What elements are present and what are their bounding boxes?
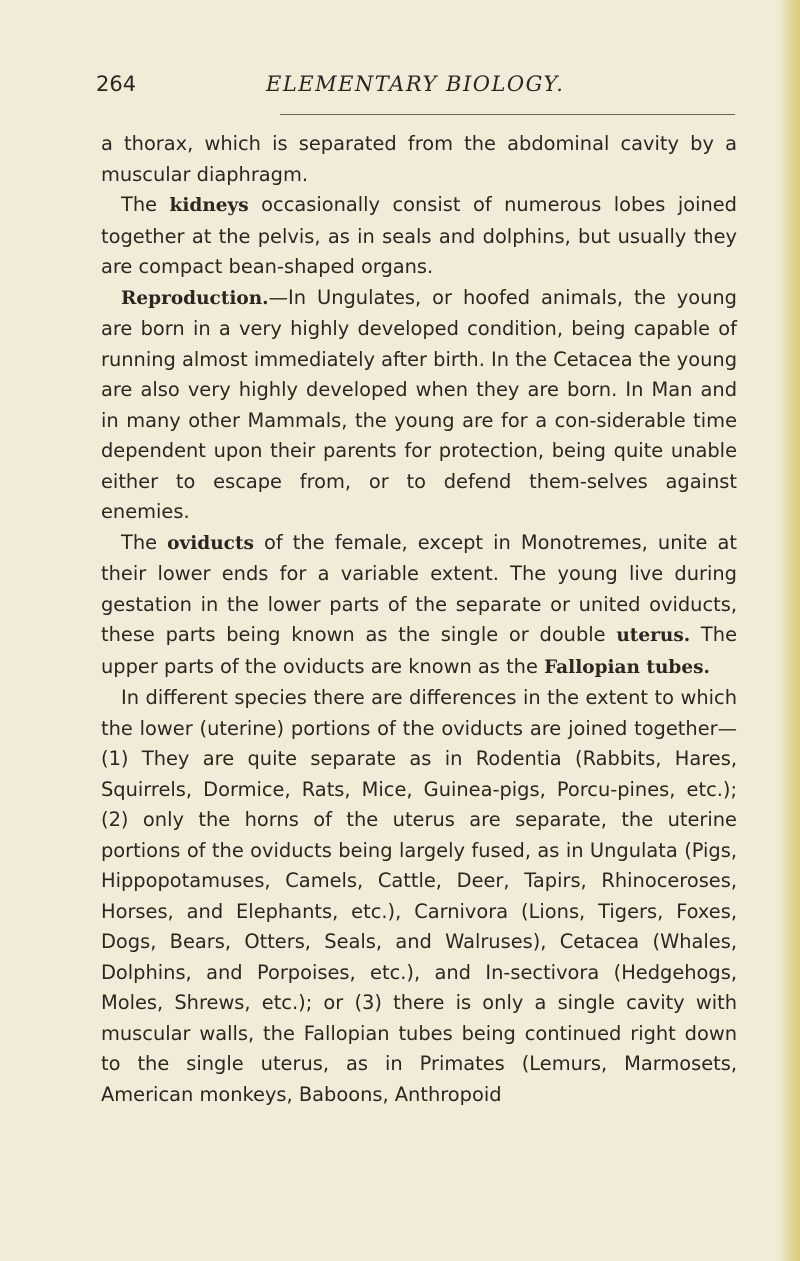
running-title: ELEMENTARY BIOLOGY. [266, 72, 565, 96]
term-oviducts: oviducts [167, 532, 254, 554]
paragraph-3 [101, 283, 737, 528]
paragraph-2 [101, 190, 737, 283]
paragraph-2-lead: The [121, 193, 170, 216]
paragraph-1-text: a thorax, which is separated from the abdominal cavity by a muscular diaphragm. [101, 132, 737, 186]
paragraph-4-lead: The [121, 530, 168, 554]
page-edge-shading [778, 0, 800, 1261]
header-rule [280, 114, 735, 115]
term-fallopian-tubes: Fallopian tubes. [544, 656, 710, 678]
paragraph-4-text-a: of the female, except in Monotremes, unite at their lower ends for a variable extent. The young live during gestation in the lower parts of the separate or united oviducts, these parts being known as the single or double [101, 530, 737, 646]
paragraph-4 [101, 528, 737, 684]
paragraph-3-text: —In Ungulates, or hoofed animals, the young are born in a very highly developed condition, being capable of running almost immediately after birth. In the Cetacea the young are also very highly developed when they are born. In Man and in many other Mammals, the young are for a con-siderable time dependent upon their parents for protection, being quite unable either to escape from, or to defend them-selves against enemies. [101, 285, 737, 523]
page-number: 264 [96, 72, 137, 96]
paragraph-5-text: In different species there are differences in the extent to which the lower (uterine) portions of the oviducts are joined together—(1) They are quite separate as in Rodentia (Rabbits, Hares, Squirrels, Dormice, Rats, Mice, Guinea-pigs, Porcu-pines, etc.); (2) only the horns of the uterus are separate, the uterine portions of the oviducts being largely fused, as in Ungulata (Pigs, Hippopotamuses, Camels, Cattle, Deer, Tapirs, Rhinoceroses, Horses, and Elephants, etc.), Carnivora (Lions, Tigers, Foxes, Dogs, Bears, Otters, Seals, and Walruses), Cetacea (Whales, Dolphins, and Porpoises, etc.), and In-sectivora (Hedgehogs, Moles, Shrews, etc.); or (3) there is only a single cavity with muscular walls, the Fallopian tubes being continued right down to the single uterus, as in Primates (Lemurs, Marmosets, American monkeys, Baboons, Anthropoid [101, 686, 737, 1106]
paragraph-2-text: occasionally consist of numerous lobes joined together at the pelvis, as in seals and dolphins, but usually they are compact bean-shaped organs. [101, 193, 737, 278]
body-text [101, 129, 737, 1110]
term-kidneys: kidneys [169, 195, 249, 216]
term-uterus: uterus. [616, 625, 691, 646]
paragraph-5 [101, 683, 737, 1110]
term-reproduction: Reproduction. [121, 287, 269, 309]
page-header [96, 72, 736, 104]
paragraph-1 [101, 129, 737, 190]
paragraph-4-text-b: The upper parts of the oviducts are known as the [101, 623, 737, 678]
